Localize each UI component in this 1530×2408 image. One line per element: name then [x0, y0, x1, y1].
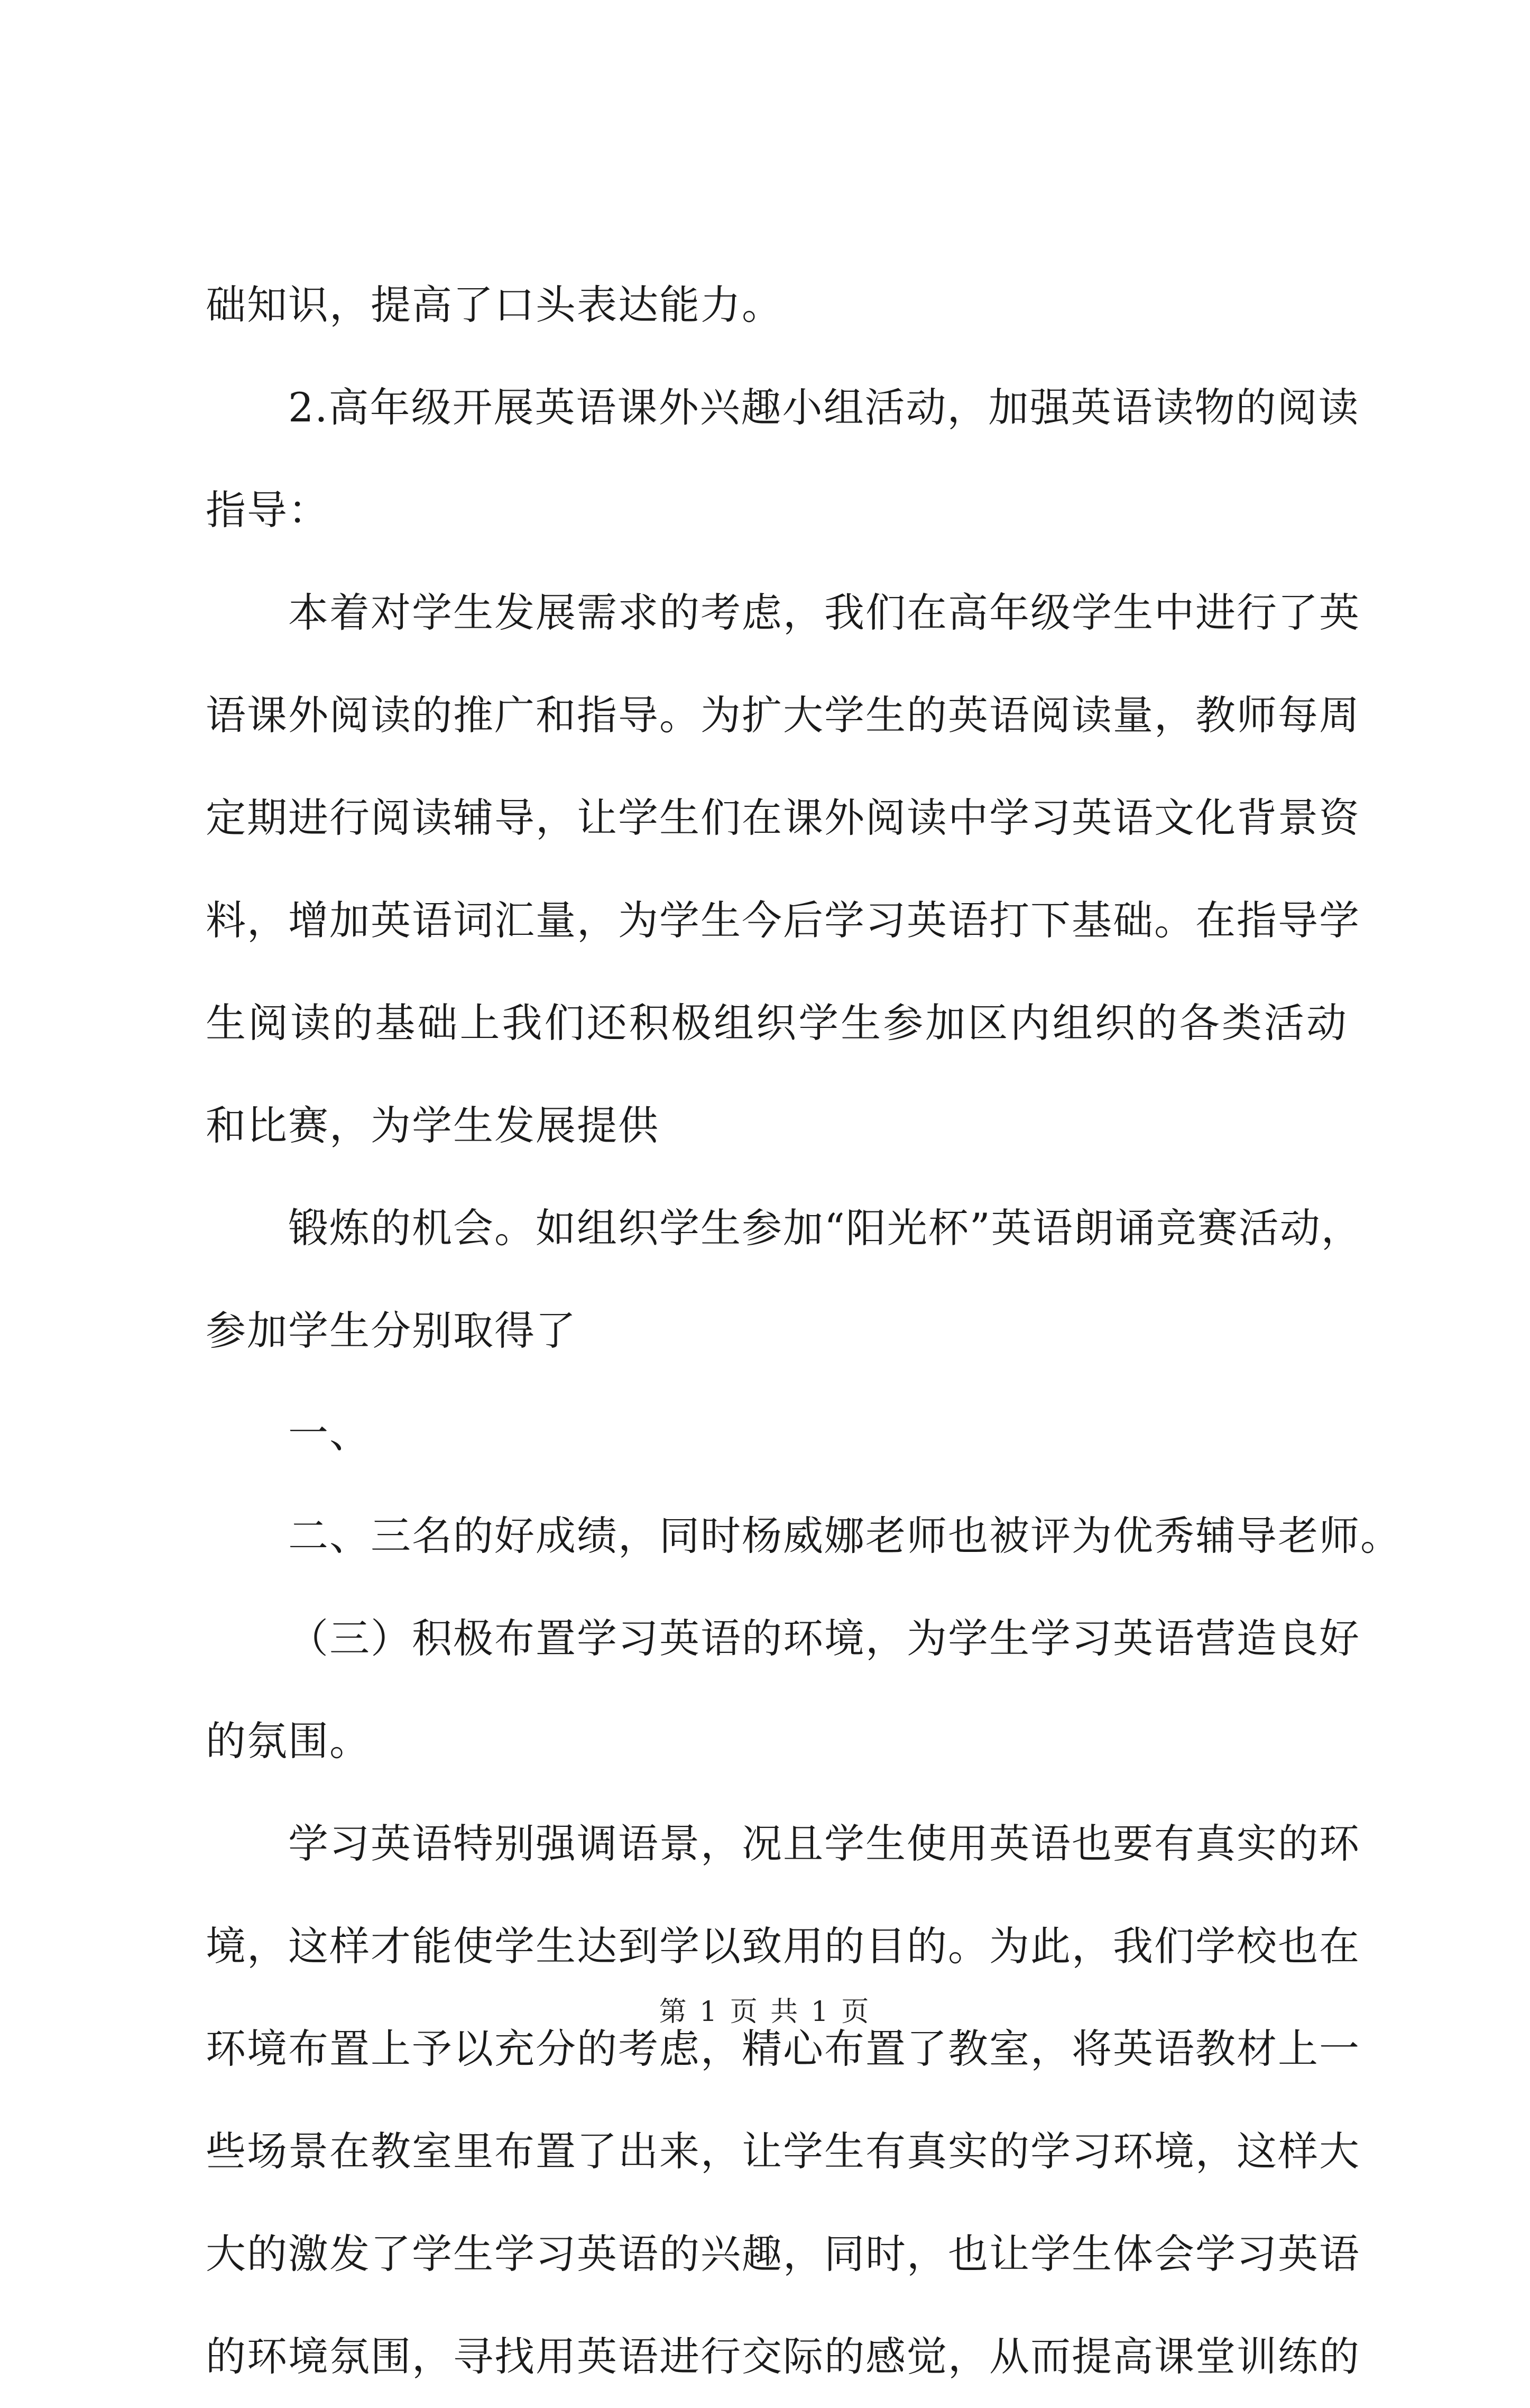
text-line: 的氛围。	[206, 1717, 371, 1764]
text-line: 大的激发了学生学习英语的兴趣，同时，也让学生体会学习英语	[206, 2230, 1360, 2277]
text-line: 参加学生分别取得了	[206, 1307, 577, 1354]
text-line: 和比赛，为学生发展提供	[206, 1102, 659, 1149]
text-line: 指导：	[206, 486, 329, 534]
text-line: 语课外阅读的推广和指导。为扩大学生的英语阅读量，教师每周	[206, 692, 1360, 739]
text-line: 生阅读的基础上我们还积极组织学生参加区内组织的各类活动	[206, 999, 1348, 1046]
text-line: 本着对学生发展需求的考虑，我们在高年级学生中进行了英	[288, 589, 1360, 636]
text-line: 的环境氛围，寻找用英语进行交际的感觉，从而提高课堂训练的	[206, 2333, 1360, 2380]
document-body	[206, 254, 1402, 2408]
text-line: 2.高年级开展英语课外兴趣小组活动，加强英语读物的阅读	[288, 384, 1360, 431]
text-line: 锻炼的机会。如组织学生参加“阳光杯”英语朗诵竞赛活动，	[288, 1205, 1362, 1252]
page-footer: 第 1 页 共 1 页	[659, 1996, 871, 2028]
text-line: 定期进行阅读辅导，让学生们在课外阅读中学习英语文化背景资	[206, 794, 1360, 841]
text-line: 学习英语特别强调语景，况且学生使用英语也要有真实的环	[288, 1820, 1360, 1867]
text-line: 境，这样才能使学生达到学以致用的目的。为此，我们学校也在	[206, 1923, 1360, 1970]
text-line: 环境布置上予以充分的考虑，精心布置了教室，将英语教材上一	[206, 2025, 1360, 2072]
text-line: 础知识，提高了口头表达能力。	[206, 281, 783, 328]
text-line: （三）积极布置学习英语的环境，为学生学习英语营造良好	[288, 1615, 1360, 1662]
text-line: 二、三名的好成绩，同时杨威娜老师也被评为优秀辅导老师。	[288, 1512, 1402, 1559]
text-line: 料，增加英语词汇量，为学生今后学习英语打下基础。在指导学	[206, 897, 1360, 944]
text-line: 一、	[288, 1410, 371, 1457]
text-line: 些场景在教室里布置了出来，让学生有真实的学习环境，这样大	[206, 2128, 1360, 2175]
